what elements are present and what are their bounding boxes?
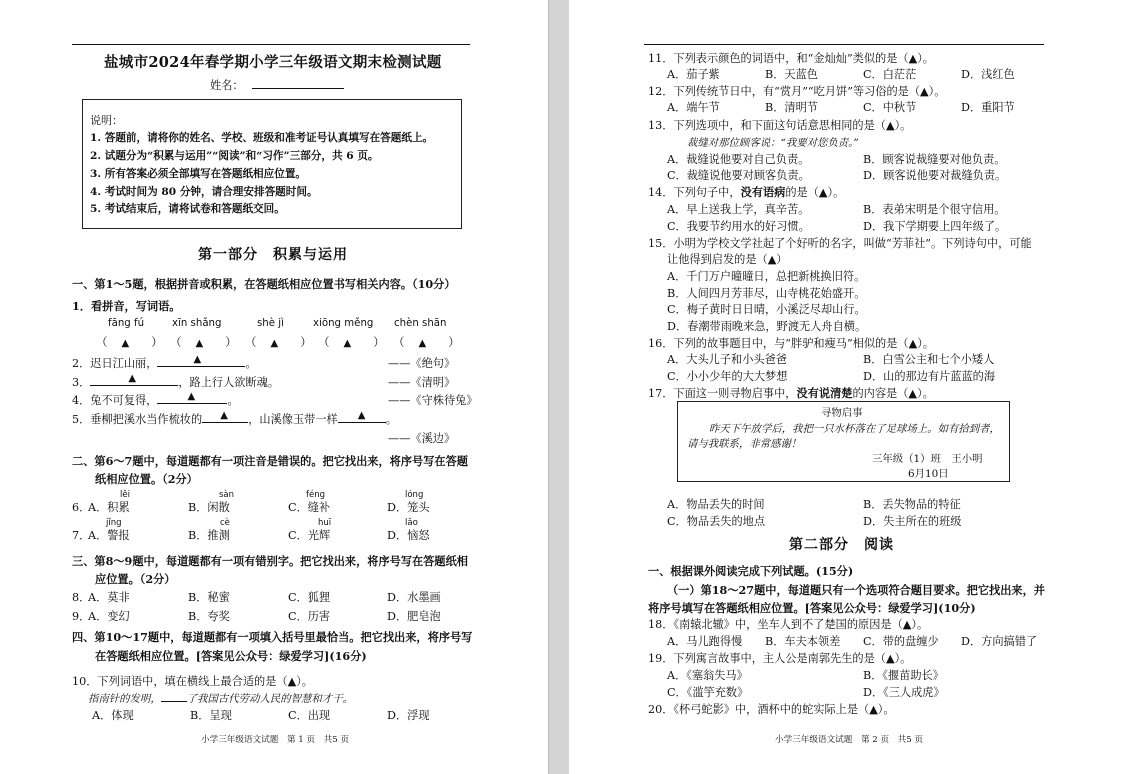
instruction-item: 2. 试题分为“积累与运用”“阅读”和“习作”三部分，共 6 页。 [90,150,379,162]
page-1 [0,0,548,774]
section-4-heading: 四、第10～17题中，每道题都有一项填入括号里最恰当。把它找出来，将序号写 [72,630,473,644]
exam-title: 盐城市2024年春学期小学三年级语文期末检测试题 [104,54,442,71]
q8-option-c[interactable]: C．狐狸 [288,591,331,604]
q4-blank[interactable]: ▲ [157,392,227,404]
notice-line-1: 昨天下午放学后，我把一只水杯落在了足球场上。如有拾到者， [709,423,1000,435]
answer-blank-1[interactable]: （ ▲ ） [96,335,163,349]
notice-signature: 三年级（1）班 王小明 [872,453,983,465]
q8-option-d[interactable]: D．水墨画 [387,591,441,604]
q14-option-c[interactable]: C．我要节约用水的好习惯。 [667,220,810,233]
q11-option-c[interactable]: C．白茫茫 [863,68,917,81]
question-10: 10．下列词语中，填在横线上最合适的是（▲）。 [72,675,313,688]
q3-blank[interactable]: ▲ [90,374,178,386]
page-footer: 小学三年级语文试题 第 1 页 共5 页 [201,735,350,745]
reading-section-heading: 一、根据课外阅读完成下列试题。(15分) [648,564,854,578]
section-2-heading-cont: 纸相应位置。（2分） [95,472,198,486]
q10-option-b[interactable]: B．呈现 [190,709,232,722]
q13-option-b[interactable]: B．顾客说裁缝要对他负责。 [863,153,1006,166]
notice-title: 寻物启事 [821,407,863,419]
q7-option-a[interactable]: A．警报 jǐng [88,518,130,542]
question-1: 1．看拼音，写词语。 [72,299,181,313]
q7-option-c[interactable]: C．光辉 huī [288,518,332,542]
question-3: 3． ▲ ，路上行人欲断魂。 [72,373,280,389]
q9-option-a[interactable]: A．变幻 [88,610,130,623]
question-14: 14．下列句子中，没有语病的是（▲）。 [648,185,845,199]
q17-option-c[interactable]: C．物品丢失的地点 [667,515,766,528]
q8-option-b[interactable]: B．秘蜜 [188,591,230,604]
reading-subsection-heading: （一）第18～27题中，每道题只有一个选项符合题目要求。把它找出来，并 [667,583,1045,597]
q19-option-d[interactable]: D．《三人成虎》 [863,686,945,699]
section-3-heading: 三、第8～9题中，每道题都有一项有错别字。把它找出来，将序号写在答题纸相 [72,554,468,568]
question-13: 13．下列选项中，和下面这句话意思相同的是（▲）。 [648,119,912,132]
page-2 [569,0,1123,774]
instruction-item: 4. 考试时间为 80 分钟，请合理安排答题时间。 [90,186,318,198]
q19-option-a[interactable]: A．《塞翁失马》 [667,669,748,682]
section-4-heading-cont: 在答题纸相应位置。[答案见公众号：绿爱学习](16分) [95,649,367,663]
q15-option-c[interactable]: C．梅子黄时日日晴，小溪泛尽却山行。 [667,303,866,316]
top-rule [72,44,470,45]
q10-option-c[interactable]: C．出现 [288,709,331,722]
name-blank[interactable] [252,77,344,89]
q10-option-d[interactable]: D．浮现 [387,709,430,722]
answer-blank-4[interactable]: （ ▲ ） [318,335,385,349]
answer-blank-5[interactable]: （ ▲ ） [393,335,460,349]
section-3-heading-cont: 应位置。（2分） [95,572,176,586]
question-12: 12．下列传统节日中，有“赏月”“吃月饼”等习俗的是（▲）。 [648,85,946,98]
question-9-number: 9． [72,610,91,623]
question-11: 11．下列表示颜色的词语中，和“金灿灿”类似的是（▲）。 [648,52,934,65]
q16-option-b[interactable]: B．白雪公主和七个小矮人 [863,353,995,366]
q18-option-c[interactable]: C．带的盘缠少 [863,635,939,648]
pinyin-2: xīn shǎng [172,318,222,329]
q6-option-b[interactable]: B．闲散 sàn [188,490,235,514]
notice-line-2: 请与我联系，非常感谢！ [687,438,802,450]
q15-option-a[interactable]: A．千门万户曈曈日，总把新桃换旧符。 [667,270,866,283]
q16-option-d[interactable]: D．山的那边有片蓝蓝的海 [863,370,996,383]
pinyin-5: chèn shān [394,318,447,329]
question-6-number: 6． [72,501,91,514]
instruction-item: 3. 所有答案必须全部填写在答题纸相应位置。 [90,168,307,180]
part1-heading: 第一部分 积累与运用 [198,247,348,263]
page-footer: 小学三年级语文试题 第 2 页 共5 页 [775,735,924,745]
q13-quote: 裁缝对那位顾客说：“我要对您负责。” [687,137,859,149]
q18-option-a[interactable]: A．马儿跑得慢 [667,635,743,648]
q6-option-a[interactable]: A．积累 lěi [88,490,130,514]
q18-option-d[interactable]: D．方向搞错了 [961,635,1038,648]
q14-option-a[interactable]: A．早上送我上学，真辛苦。 [667,203,810,216]
q4-source: ——《守株待兔》 [388,394,478,407]
page-gutter [548,0,571,774]
reading-subsection-heading-cont: 将序号填写在答题纸相应位置。[答案见公众号：绿爱学习](10分) [648,601,976,615]
question-18: 18．《南辕北辙》中，坐车人到不了楚国的原因是（▲）。 [648,618,929,631]
q19-option-c[interactable]: C．《滥竽充数》 [667,686,749,699]
question-16: 16．下列的故事题目中，与“胖驴和瘦马”相似的是（▲）。 [648,337,934,350]
q17-option-d[interactable]: D．失主所在的班级 [863,515,962,528]
question-19: 19．下列寓言故事中，主人公是南郭先生的是（▲）。 [648,652,912,665]
q14-option-b[interactable]: B．表弟宋明是个很守信用。 [863,203,1006,216]
q2-blank[interactable]: ▲ [157,355,245,367]
top-rule [644,44,1044,45]
notice-date: 6月10日 [908,468,949,480]
q7-option-d[interactable]: D．恼怒 lǎo [387,518,430,542]
question-4: 4．兔不可复得， ▲ 。 [72,391,239,407]
q12-option-b[interactable]: B．清明节 [765,101,818,114]
q5-blank-2[interactable]: ▲ [338,411,386,423]
q9-option-d[interactable]: D．肥皂泡 [387,610,441,623]
q7-option-b[interactable]: B．推测 cè [188,518,230,542]
q12-option-d[interactable]: D．重阳节 [961,101,1015,114]
q6-option-d[interactable]: D．笼头 lóng [387,490,430,514]
question-15: 15．小明为学校文学社起了个好听的名字，叫做“芳菲社”。下列诗句中，可能 [648,237,1032,250]
question-7-number: 7． [72,529,91,542]
instruction-item: 5. 考试结束后，请将试卷和答题纸交回。 [90,203,285,215]
q5-source: ——《溪边》 [388,432,456,445]
q12-option-a[interactable]: A．端午节 [667,101,720,114]
q2-source: ——《绝句》 [388,357,456,370]
q11-option-a[interactable]: A．茄子紫 [667,68,720,81]
q11-option-d[interactable]: D．浅红色 [961,68,1015,81]
q19-option-b[interactable]: B．《揠苗助长》 [863,669,944,682]
q10-option-a[interactable]: A．体现 [92,709,134,722]
question-15-cont: 让他得到启发的是（▲） [667,253,788,266]
q17-option-a[interactable]: A．物品丢失的时间 [667,498,765,511]
pinyin-3: shè jì [257,318,284,329]
q16-option-c[interactable]: C．小小少年的大大梦想 [667,370,788,383]
answer-blank-2[interactable]: （ ▲ ） [170,335,237,349]
q11-option-b[interactable]: B．天蓝色 [765,68,818,81]
part2-heading: 第二部分 阅读 [789,537,894,553]
q13-option-a[interactable]: A．裁缝说他要对自己负责。 [667,153,810,166]
q13-option-d[interactable]: D．顾客说他要对裁缝负责。 [863,169,1007,182]
q18-option-b[interactable]: B．车夫本领差 [765,635,841,648]
answer-blank-3[interactable]: （ ▲ ） [245,335,312,349]
q9-option-b[interactable]: B．夸奖 [188,610,230,623]
q10-blank[interactable] [161,690,187,702]
question-17: 17．下面这一则寻物启事中，没有说清楚的内容是（▲）。 [648,386,934,400]
q12-option-c[interactable]: C．中秋节 [863,101,917,114]
question-2: 2．迟日江山丽， ▲ 。 [72,354,257,370]
q16-option-a[interactable]: A．大头儿子和小头爸爸 [667,353,787,366]
q15-option-d[interactable]: D．春潮带雨晚来急，野渡无人舟自横。 [667,320,867,333]
q5-blank-1[interactable]: ▲ [202,411,248,423]
q13-option-c[interactable]: C．裁缝说他要对顾客负责。 [667,169,810,182]
q15-option-b[interactable]: B．人间四月芳菲尽，山寺桃花始盛开。 [667,287,866,300]
question-5: 5．垂柳把溪水当作梳妆的 ▲ ，山溪像玉带一样 ▲ 。 [72,410,397,426]
q9-option-c[interactable]: C．历害 [288,610,331,623]
name-label: 姓名： [210,77,344,93]
question-20: 20．《杯弓蛇影》中，酒杯中的蛇实际上是（▲）。 [648,703,895,716]
instruction-item: 1. 答题前，请将你的姓名、学校、班级和准考证号认真填写在答题纸上。 [90,132,434,144]
section-2-heading: 二、第6～7题中，每道题都有一项注音是错误的。把它找出来，将序号写在答题 [72,454,468,468]
q8-option-a[interactable]: A．莫非 [88,591,130,604]
q10-sentence: 指南针的发明， 了我国古代劳动人民的智慧和才干。 [88,690,353,705]
section-1-heading: 一、第1～5题，根据拼音或积累，在答题纸相应位置书写相关内容。（10分） [72,277,456,291]
q6-option-c[interactable]: C．缝补 féng [288,490,331,514]
pinyin-1: fāng fú [108,318,145,329]
q3-source: ——《清明》 [388,376,456,389]
q14-option-d[interactable]: D．我下学期要上四年级了。 [863,220,1007,233]
pinyin-4: xiōng měng [313,318,374,329]
q17-option-b[interactable]: B．丢失物品的特征 [863,498,961,511]
instructions-heading: 说明： [90,114,123,127]
question-8-number: 8． [72,591,91,604]
